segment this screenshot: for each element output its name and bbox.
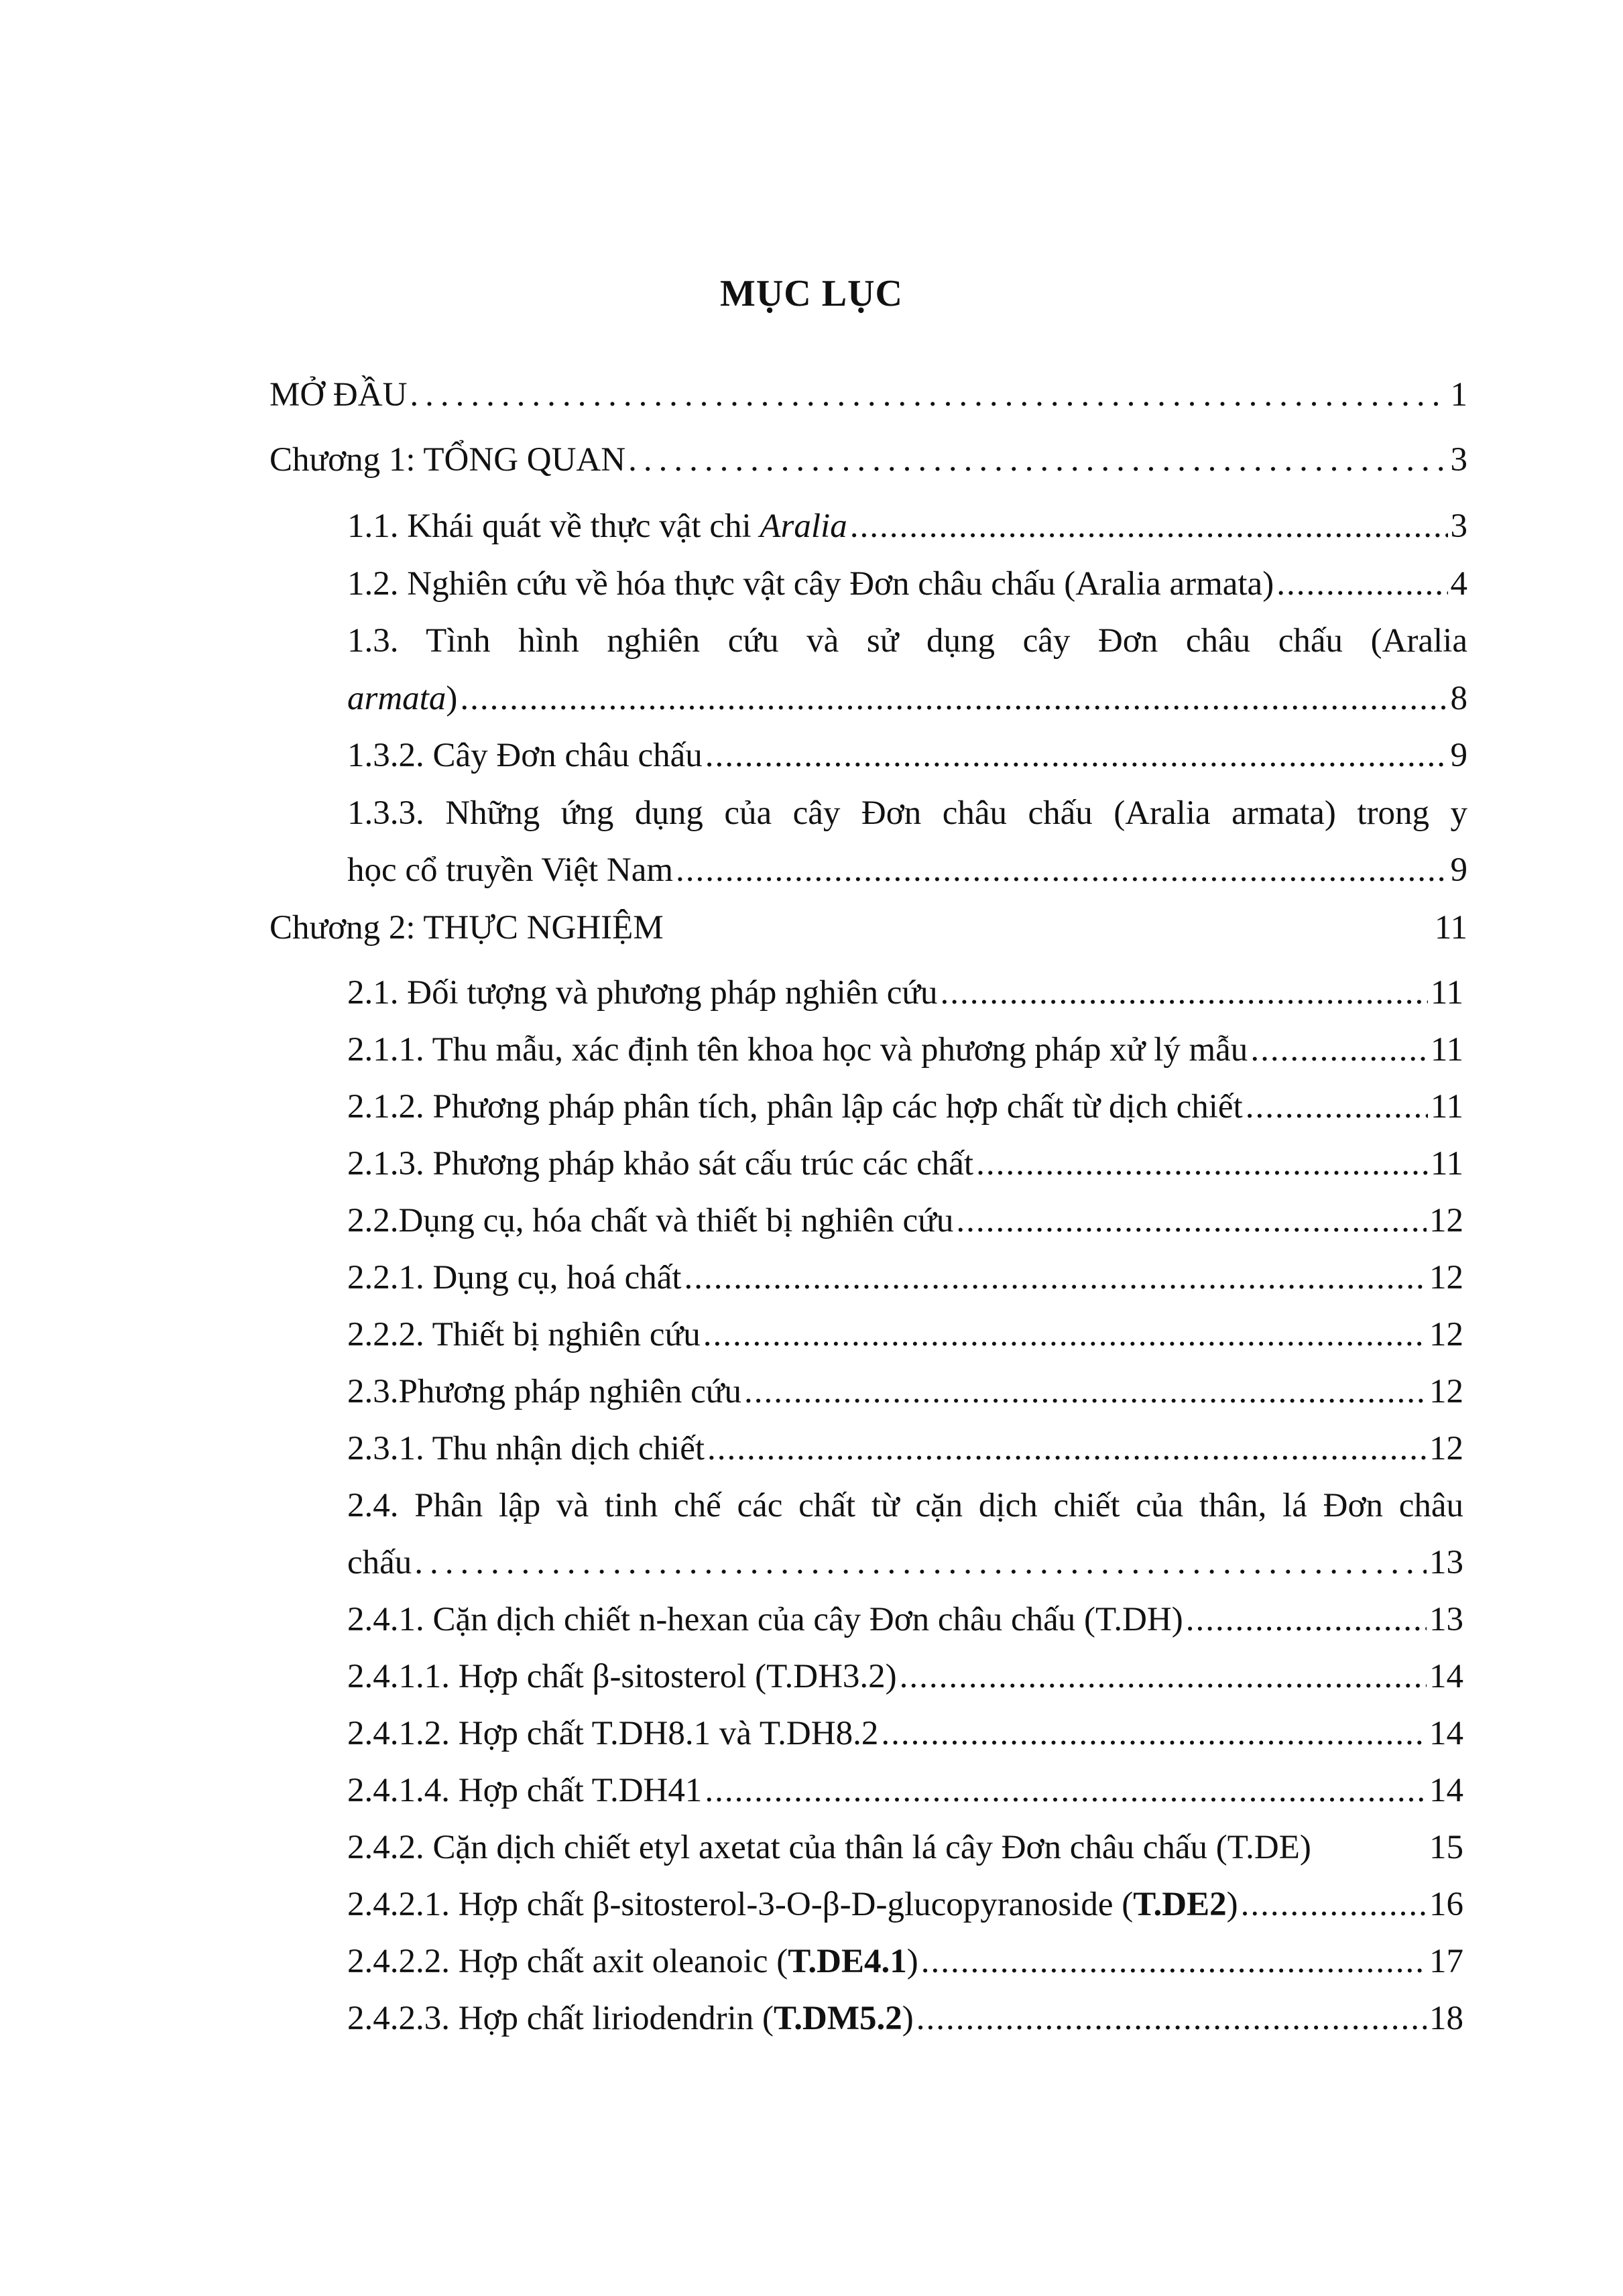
toc-entry[interactable] xyxy=(347,1426,1463,1471)
compound-code: T.DE4.1 xyxy=(788,1943,907,1980)
dot-leader xyxy=(707,1426,1427,1471)
toc-entry-label: 2.4.2.3. Hợp chất liriodendrin (T.DM5.2) xyxy=(347,2000,914,2037)
toc-entry-label: 1.3. Tình hình nghiên cứu và sử dụng cây Đơn châu chấu (Aralia xyxy=(347,622,1467,660)
toc-entry[interactable] xyxy=(347,970,1463,1016)
toc-entry[interactable] xyxy=(347,1198,1463,1244)
toc-entry[interactable] xyxy=(347,1141,1463,1187)
toc-entry[interactable] xyxy=(347,1768,1463,1813)
dot-leader xyxy=(628,437,1447,483)
dot-leader xyxy=(881,1711,1427,1756)
toc-entry-label: Chương 2: THỰC NGHIỆM xyxy=(269,909,664,947)
toc-entry-label: 1.1. Khái quát về thực vật chi Aralia xyxy=(347,507,847,545)
toc-entry-page: 1 xyxy=(1450,376,1467,414)
toc-entry-page: 15 xyxy=(1429,1829,1463,1866)
dot-leader xyxy=(916,1996,1427,2041)
page-title: MỤC LỤC xyxy=(720,273,903,314)
dot-leader xyxy=(414,1540,1427,1585)
toc-entry-page: 11 xyxy=(1430,1031,1463,1069)
toc-entry-label: 2.4.2.1. Hợp chất β-sitosterol-3-O-β-D-glucopyranoside (T.DE2) xyxy=(347,1886,1238,1923)
toc-entry[interactable] xyxy=(347,1084,1463,1130)
dot-leader xyxy=(900,1654,1427,1699)
toc-entry-label: 2.2.2. Thiết bị nghiên cứu xyxy=(347,1316,701,1353)
toc-entry-label: 2.1.2. Phương pháp phân tích, phân lập các hợp chất từ dịch chiết xyxy=(347,1088,1243,1126)
toc-entry[interactable] xyxy=(347,1312,1463,1357)
toc-entry[interactable] xyxy=(347,1711,1463,1756)
toc-entry[interactable] xyxy=(347,1369,1463,1414)
toc-entry-label: 2.2.Dụng cụ, hóa chất và thiết bị nghiên cứu xyxy=(347,1202,954,1240)
toc-entry-label: 2.2.1. Dụng cụ, hoá chất xyxy=(347,1259,682,1296)
toc-entry-page: 9 xyxy=(1450,737,1467,774)
toc-entry-page: 11 xyxy=(1430,1145,1463,1183)
toc-entry-label: 2.1.1. Thu mẫu, xác định tên khoa học và phương pháp xử lý mẫu xyxy=(347,1031,1248,1069)
toc-entry-page: 18 xyxy=(1429,2000,1463,2037)
dot-leader xyxy=(1241,1882,1427,1927)
toc-entry-page: 14 xyxy=(1429,1772,1463,1809)
toc-entry-label: 1.3.2. Cây Đơn châu chấu xyxy=(347,737,703,774)
toc-entry-label: 2.4.1.1. Hợp chất β-sitosterol (T.DH3.2) xyxy=(347,1658,897,1695)
toc-entry-label: MỞ ĐẦU xyxy=(269,376,408,414)
toc-entry-page: 12 xyxy=(1429,1259,1463,1296)
toc-entry-label: học cổ truyền Việt Nam xyxy=(347,851,674,889)
dot-leader xyxy=(956,1198,1427,1244)
toc-entry-page: 16 xyxy=(1429,1886,1463,1923)
toc-entry-label: 1.3.3. Những ứng dụng của cây Đơn châu chấu (Aralia armata) trong y xyxy=(347,794,1467,832)
dot-leader xyxy=(703,1312,1427,1357)
toc-entry[interactable] xyxy=(347,1255,1463,1301)
toc-entry-page: 11 xyxy=(1434,909,1467,947)
dot-leader xyxy=(1276,561,1447,607)
toc-entry[interactable] xyxy=(347,733,1467,778)
toc-entry-line1[interactable] xyxy=(347,618,1467,664)
toc-entry-label: 2.4. Phân lập và tinh chế các chất từ cặn dịch chiết của thân, lá Đơn châu xyxy=(347,1487,1463,1524)
toc-entry[interactable] xyxy=(347,1540,1463,1585)
compound-code: T.DE2 xyxy=(1133,1886,1227,1923)
toc-entry[interactable] xyxy=(347,1654,1463,1699)
toc-entry-page: 13 xyxy=(1429,1601,1463,1638)
toc-entry-page: 12 xyxy=(1429,1373,1463,1410)
toc-entry-page: 3 xyxy=(1450,507,1467,545)
genus-name: Aralia xyxy=(760,507,847,545)
toc-entry-page: 11 xyxy=(1430,1088,1463,1126)
compound-code: T.DM5.2 xyxy=(774,2000,902,2037)
dot-leader xyxy=(684,1255,1427,1301)
toc-entry[interactable] xyxy=(347,1939,1463,1984)
toc-entry[interactable] xyxy=(347,1027,1463,1073)
toc-entry-page: 17 xyxy=(1429,1943,1463,1980)
toc-entry-page: 4 xyxy=(1450,565,1467,603)
dot-leader xyxy=(850,503,1448,549)
toc-entry[interactable] xyxy=(347,1825,1463,1870)
toc-entry-line1[interactable] xyxy=(347,1483,1463,1528)
toc-entry-page: 8 xyxy=(1450,680,1467,717)
dot-leader xyxy=(941,970,1428,1016)
toc-entry-page: 12 xyxy=(1429,1430,1463,1467)
toc-entry-label: 1.2. Nghiên cứu về hóa thực vật cây Đơn châu chấu (Aralia armata) xyxy=(347,565,1274,603)
toc-entry-page: 14 xyxy=(1429,1715,1463,1752)
toc-entry-page: 12 xyxy=(1429,1202,1463,1240)
toc-entry[interactable] xyxy=(269,372,1467,418)
toc-entry-label: 2.3.Phương pháp nghiên cứu xyxy=(347,1373,741,1410)
toc-entry-page: 13 xyxy=(1429,1544,1463,1581)
toc-entry[interactable] xyxy=(347,561,1467,607)
toc-entry-label: armata) xyxy=(347,680,458,717)
toc-entry-label: 2.3.1. Thu nhận dịch chiết xyxy=(347,1430,705,1467)
dot-leader xyxy=(1250,1027,1428,1073)
toc-entry-page: 9 xyxy=(1450,851,1467,889)
toc-entry[interactable] xyxy=(347,847,1467,893)
toc-entry-label: 2.1.3. Phương pháp khảo sát cấu trúc các chất xyxy=(347,1145,974,1183)
toc-entry-page: 11 xyxy=(1430,974,1463,1012)
toc-entry[interactable] xyxy=(269,437,1467,483)
toc-entry-page: 14 xyxy=(1429,1658,1463,1695)
toc-entry-page: 12 xyxy=(1429,1316,1463,1353)
dot-leader xyxy=(976,1141,1428,1187)
dot-leader xyxy=(1246,1084,1428,1130)
toc-entry-label: chấu xyxy=(347,1544,412,1581)
toc-entry-page: 3 xyxy=(1450,441,1467,479)
toc-entry[interactable] xyxy=(269,905,1467,951)
dot-leader xyxy=(460,676,1447,721)
toc-entry[interactable] xyxy=(347,1597,1463,1642)
toc-entry[interactable] xyxy=(347,503,1467,549)
toc-entry-label: 2.4.1.2. Hợp chất T.DH8.1 và T.DH8.2 xyxy=(347,1715,879,1752)
dot-leader xyxy=(921,1939,1427,1984)
toc-entry[interactable] xyxy=(347,1996,1463,2041)
toc-entry-label: 2.4.2. Cặn dịch chiết etyl axetat của thân lá cây Đơn châu chấu (T.DE) xyxy=(347,1829,1311,1866)
toc-entry-label: 2.1. Đối tượng và phương pháp nghiên cứu xyxy=(347,974,938,1012)
dot-leader xyxy=(705,1768,1427,1813)
toc-entry-label: 2.4.1.4. Hợp chất T.DH41 xyxy=(347,1772,703,1809)
toc-entry-label: 2.4.2.2. Hợp chất axit oleanoic (T.DE4.1) xyxy=(347,1943,918,1980)
toc-entry-label: 2.4.1. Cặn dịch chiết n-hexan của cây Đơn châu chấu (T.DH) xyxy=(347,1601,1183,1638)
toc-entry[interactable] xyxy=(347,676,1467,721)
dot-leader xyxy=(410,372,1447,418)
dot-leader xyxy=(705,733,1448,778)
toc-entry-line1[interactable] xyxy=(347,790,1467,836)
toc-entry[interactable] xyxy=(347,1882,1463,1927)
dot-leader xyxy=(676,847,1447,893)
dot-leader xyxy=(1186,1597,1427,1642)
dot-leader xyxy=(744,1369,1427,1414)
toc-entry-label: Chương 1: TỔNG QUAN xyxy=(269,441,626,479)
